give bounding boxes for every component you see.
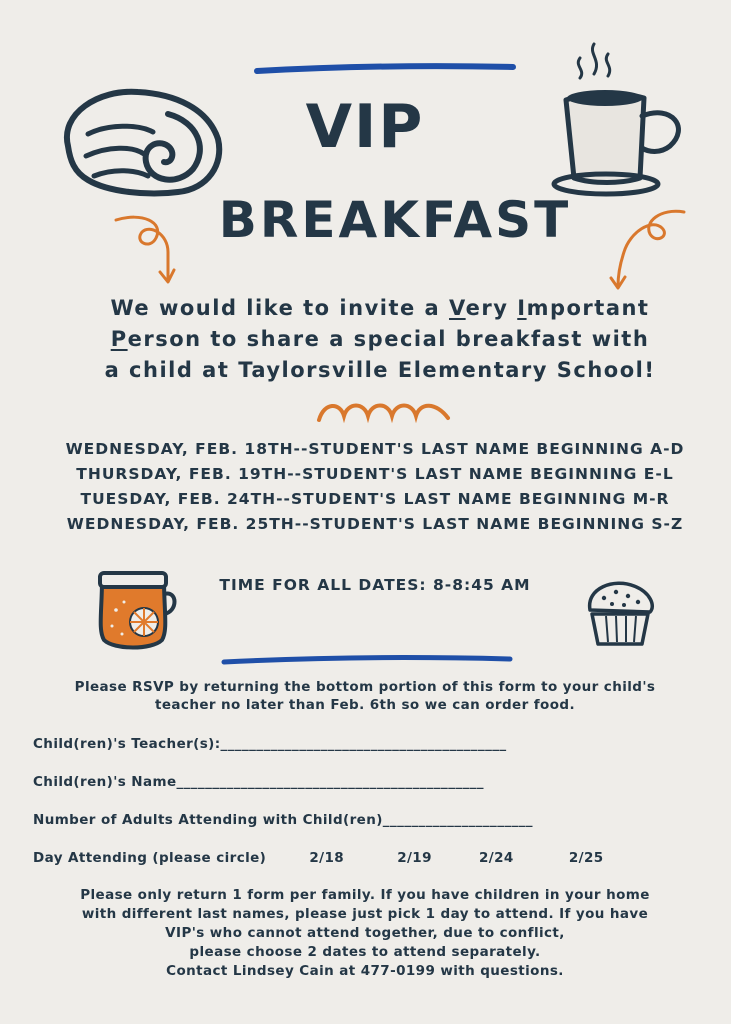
footer-line: VIP's who cannot attend together, due to conflict, — [165, 925, 565, 941]
right-curly-arrow-icon — [600, 208, 690, 293]
day-option-2-19[interactable]: 2/19 — [397, 850, 432, 866]
title-breakfast: BREAKFAST — [218, 191, 572, 249]
child-name-field[interactable]: Child(ren)'s Name___________________________________________ — [33, 774, 484, 790]
rsvp-line: Please RSVP by returning the bottom portion of this form to your child's — [74, 679, 656, 695]
cinnamon-roll-icon — [58, 84, 226, 199]
event-time: TIME FOR ALL DATES: 8-8:45 AM — [219, 576, 531, 594]
footer-line: Please only return 1 form per family. If you have children in your home — [80, 887, 650, 903]
rsvp-instructions — [20, 678, 710, 714]
date-line: THURSDAY, FEB. 19TH--STUDENT'S LAST NAME BEGINNING E-L — [76, 465, 674, 483]
footer-line: with different last names, please just pick 1 day to attend. If you have — [81, 906, 649, 922]
orange-squiggle — [316, 398, 452, 424]
left-curly-arrow-icon — [112, 212, 182, 287]
day-option-2-18[interactable]: 2/18 — [309, 850, 345, 866]
top-blue-stroke — [255, 62, 515, 76]
teacher-field[interactable]: Child(ren)'s Teacher(s):________________________________________ — [33, 736, 507, 752]
date-line: WEDNESDAY, FEB. 25TH--STUDENT'S LAST NAME BEGINNING S-Z — [66, 515, 684, 533]
orange-juice-jug-icon — [94, 570, 178, 650]
coffee-cup-icon — [552, 38, 692, 200]
rsvp-line: teacher no later than Feb. 6th so we can order food. — [155, 697, 575, 713]
day-attending-field — [33, 850, 693, 866]
date-line: TUESDAY, FEB. 24TH--STUDENT'S LAST NAME BEGINNING M-R — [80, 490, 670, 508]
day-option-2-25[interactable]: 2/25 — [568, 850, 604, 866]
intro-line-3: a child at Taylorsville Elementary School! — [104, 358, 656, 382]
footer-line: Contact Lindsey Cain at 477-0199 with questions. — [166, 963, 564, 979]
muffin-icon — [584, 580, 656, 648]
intro-line-2: Person to share a special breakfast with — [110, 327, 650, 351]
date-line: WEDNESDAY, FEB. 18TH--STUDENT'S LAST NAME BEGINNING A-D — [65, 440, 685, 458]
footer-line: please choose 2 dates to attend separately. — [189, 944, 541, 960]
adults-attending-field[interactable]: Number of Adults Attending with Child(ren)_____________________ — [33, 812, 533, 828]
footer-notes — [20, 886, 710, 981]
dates-list — [30, 437, 720, 537]
title-vip: VIP — [305, 92, 425, 162]
day-option-2-24[interactable]: 2/24 — [479, 850, 514, 866]
day-attending-label: Day Attending (please circle) — [33, 850, 267, 866]
middle-blue-stroke — [222, 654, 512, 666]
intro-line-1: We would like to invite a Very Important — [110, 296, 650, 320]
invitation-text — [60, 293, 700, 386]
